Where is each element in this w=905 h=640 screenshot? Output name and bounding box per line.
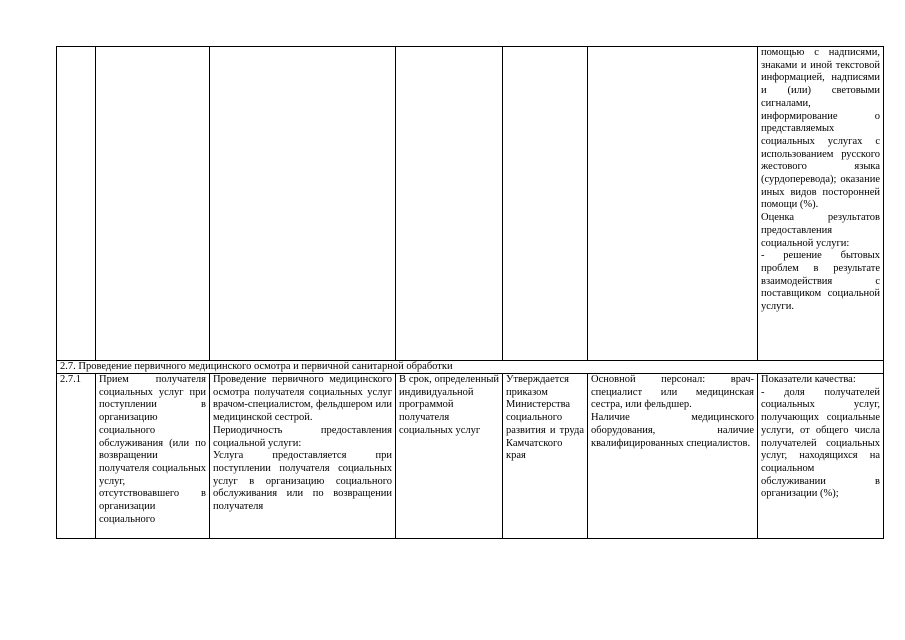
section-row (57, 361, 884, 374)
cell-indicators-continued: помощью с надписями, знаками и иной текстовой информацией, надписями и (или) световыми сигналами, информирование о представляемых социальных услугах с использованием русского жестового языка (сурдоперевода); оказание иных видов посторонней помощи (%). Оценка результатов предоставления социальной услуги: - решение бытовых проблем в результате взаимодействия с поставщиком социальной услуги. (758, 47, 884, 361)
section-title: 2.7. Проведение первичного медицинского осмотра и первичной санитарной обработки (57, 361, 884, 374)
cell-number-empty (57, 47, 96, 361)
cell-deadline: В срок, определенный индивидуальной программой получателя социальных услуг (396, 374, 503, 539)
cell-number: 2.7.1 (57, 374, 96, 539)
cell-conditions-empty (588, 47, 758, 361)
cell-tariff: Утверждается приказом Министерства социального развития и труда Камчатского края (503, 374, 588, 539)
cell-description: Проведение первичного медицинского осмотра получателя социальных услуг врачом-специалистом, фельдшером или медицинской сестрой. Периодичность предоставления социальной услуги: Услуга предоставляется при поступлении получателя социальных услуг в организацию социального обслуживания или по возвращении получателя (210, 374, 396, 539)
cell-description-empty (210, 47, 396, 361)
cell-deadline-empty (396, 47, 503, 361)
services-table (56, 46, 884, 539)
cell-tariff-empty (503, 47, 588, 361)
table-row-continued (57, 47, 884, 361)
cell-service-empty (96, 47, 210, 361)
table-row (57, 374, 884, 539)
cell-indicators: Показатели качества: - доля получателей социальных услуг, получающих социальные услуги, от общего числа получателей социальных услуг, находящихся на социальном обслуживании в организации (%); (758, 374, 884, 539)
cell-service-name: Прием получателя социальных услуг при поступлении в организацию социального обслуживания (или по возвращении получателя социальных услуг, отсутствовавшего в организации социального (96, 374, 210, 539)
cell-conditions: Основной персонал: врач-специалист или медицинская сестра, или фельдшер. Наличие медицинского оборудования, наличие квалифицированных специалистов. (588, 374, 758, 539)
